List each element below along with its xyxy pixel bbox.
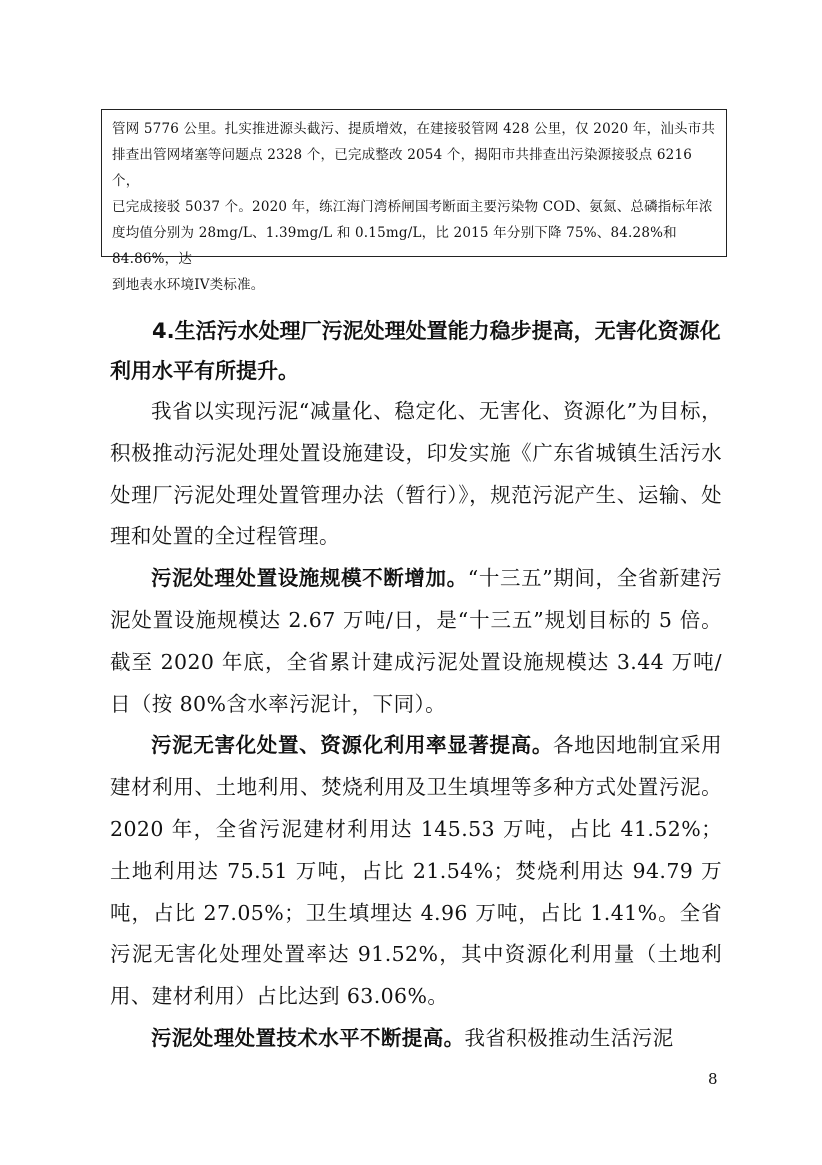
section-heading: 4.生活污水处理厂污泥处理处置能力稳步提高，无害化资源化利用水平有所提升。 xyxy=(110,319,721,383)
paragraph-text: 我省积极推动生活污泥 xyxy=(464,1025,674,1050)
paragraph-text: 各地因地制宜采用建材利用、土地利用、焚烧利用及卫生填埋等多种方式处置污泥。2020 年，全省污泥建材利用达 145.53 万吨，占比 41.52%；土地利用达 75.51 万吨，占比 21.54%；焚烧利用达 94.79 万吨，占比 27.05%；卫生填埋达 4.96 万吨，占比 1.41%。全省污泥无害化处理处置率达 91.52%，其中资源化利用量（土地利用、建材利用）占比达到 63.06%。 xyxy=(110,733,723,1009)
paragraph-technology xyxy=(110,1018,722,1060)
boxed-text-panel xyxy=(101,109,727,293)
main-content xyxy=(110,311,722,1060)
bold-lead: 污泥处理处置技术水平不断提高。 xyxy=(151,1025,465,1050)
paragraph-utilization xyxy=(110,725,722,1018)
page-number: 8 xyxy=(708,1070,718,1088)
paragraph-text: “十三五”期间，全省新建污泥处置设施规模达 2.67 万吨/日，是“十三五”规划目标的 5 倍。截至 2020 年底，全省累计建成污泥处置设施规模达 3.44 万吨/日（按 80%含水率污泥计，下同）。 xyxy=(110,566,723,716)
paragraph-facility-scale xyxy=(110,558,722,725)
box-line: 度均值分别为 28mg/L、1.39mg/L 和 0.15mg/L，比 2015 年分别下降 75%、84.28%和 84.86%，达 xyxy=(112,225,677,267)
bold-lead: 污泥处理处置设施规模不断增加。 xyxy=(151,566,468,591)
box-line: 到地表水环境IV类标准。 xyxy=(112,277,265,293)
box-line: 已完成接驳 5037 个。2020 年，练江海门湾桥闸国考断面主要污染物 COD、氨氮、总磷指标年浓 xyxy=(112,199,713,215)
paragraph-intro: 我省以实现污泥“减量化、稳定化、无害化、资源化”为目标，积极推动污泥处理处置设施建设，印发实施《广东省城镇生活污水处理厂污泥处理处置管理办法（暂行）》，规范污泥产生、运输、处理和处置的全过程管理。 xyxy=(110,399,722,549)
box-line: 管网 5776 公里。扎实推进源头截污、提质增效，在建接驳管网 428 公里，仅 2020 年，汕头市共 xyxy=(112,121,716,137)
box-line: 排查出管网堵塞等问题点 2328 个，已完成整改 2054 个，揭阳市共排查出污染源接驳点 6216 个， xyxy=(112,147,693,189)
bold-lead: 污泥无害化处置、资源化利用率显著提高。 xyxy=(151,733,553,758)
